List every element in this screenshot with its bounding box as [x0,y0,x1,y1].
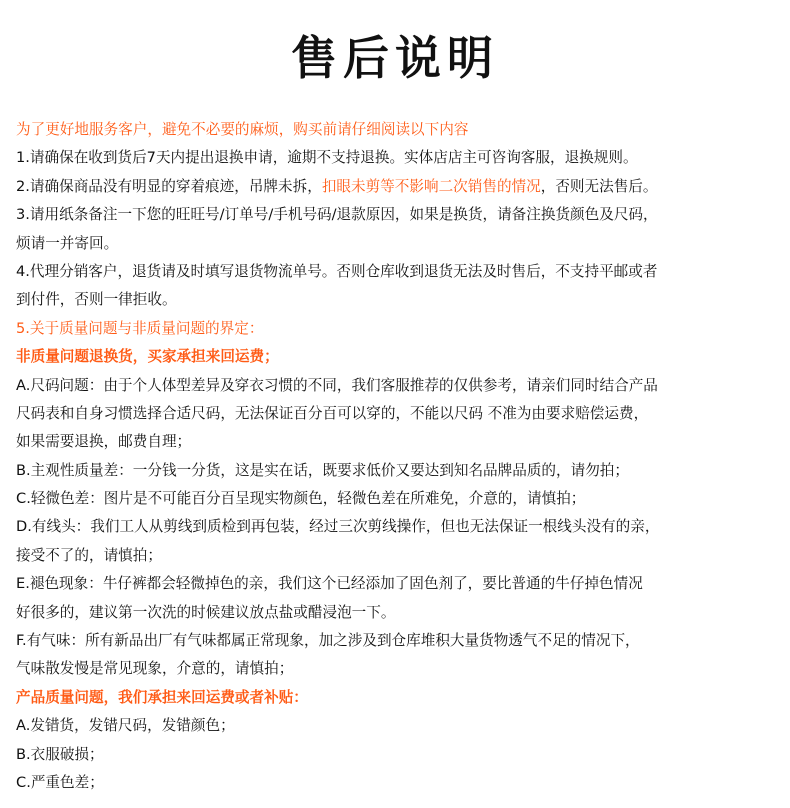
quality-item-a-segment: A.发错货，发错尺码，发错颜色； [16,717,235,735]
item-a-line-3 [16,428,782,456]
rule-2-line-1-segment: 扣眼未剪等不影响二次销售的情况 [321,177,541,195]
page-title: 售后说明 [291,31,499,85]
item-e-line-1 [16,570,782,598]
quality-item-a [16,712,782,740]
after-sales-notes [16,116,782,797]
item-f-line-2 [16,655,782,683]
rule-1-line-1-segment: 1.请确保在收到货后7天内提出退换申请，逾期不支持退换。实体店店主可咨询客服，退换规则。 [16,149,638,167]
non-quality-heading [16,343,782,371]
quality-item-c-segment: C.严重色差； [16,773,104,791]
item-c-line-1-segment: C.轻微色差：图片是不可能百分百呈现实物颜色，轻微色差在所难免，介意的，请慎拍； [16,490,586,508]
rule-4-line-2 [16,286,782,314]
rule-4-line-2-segment: 到付件，否则一律拒收。 [16,291,177,309]
rule-1-line-1 [16,144,782,172]
item-d-line-2 [16,542,782,570]
rule-2-line-1-segment: ，否则无法售后。 [540,177,658,195]
quality-heading-segment: 产品质量问题，我们承担来回运费或者补贴： [16,688,308,706]
item-d-line-1 [16,513,782,541]
item-e-line-2 [16,599,782,627]
intro-line-segment: 为了更好地服务客户，避免不必要的麻烦，购买前请仔细阅读以下内容 [16,121,469,138]
rule-3-line-2 [16,230,782,258]
item-e-line-1-segment: E.褪色现象：牛仔裤都会轻微掉色的亲，我们这个已经添加了固色剂了，要比普通的牛仔掉色情况 [16,575,643,593]
rule-3-line-2-segment: 烦请一并寄回。 [16,234,119,252]
rule-2-line-1-segment: 2.请确保商品没有明显的穿着痕迹，吊牌未拆， [16,177,322,195]
rule-5-heading-segment: 5.关于质量问题与非质量问题的界定： [16,319,264,337]
quality-item-c [16,769,782,797]
item-a-line-1-segment: A.尺码问题：由于个人体型差异及穿衣习惯的不同，我们客服推荐的仅供参考，请亲们同时结合产品 [16,376,658,394]
quality-item-b-segment: B.衣服破损； [16,745,104,763]
quality-item-b [16,741,782,769]
item-c-line-1 [16,485,782,513]
item-e-line-2-segment: 好很多的，建议第一次洗的时候建议放点盐或醋浸泡一下。 [16,603,396,621]
item-f-line-1-segment: F.有气味：所有新品出厂有气味都属正常现象，加之涉及到仓库堆积大量货物透气不足的情况下， [16,632,640,650]
intro-line [16,116,782,144]
item-a-line-1 [16,372,782,400]
item-d-line-1-segment: D.有线头：我们工人从剪线到质检到再包装，经过三次剪线操作，但也无法保证一根线头没有的亲， [16,518,660,536]
item-b-line-1-segment: B.主观性质量差：一分钱一分货，这是实在话，既要求低价又要达到知名品牌品质的，请勿拍； [16,461,629,479]
item-a-line-2 [16,400,782,428]
rule-4-line-1-segment: 4.代理分销客户，退货请及时填写退货物流单号。否则仓库收到退货无法及时售后，不支持平邮或者 [16,262,658,280]
item-a-line-2-segment: 尺码表和自身习惯选择合适尺码，无法保证百分百可以穿的，不能以尺码 不准为由要求赔偿运费， [16,404,649,422]
rule-5-heading [16,315,782,343]
rule-4-line-1 [16,258,782,286]
item-d-line-2-segment: 接受不了的，请慎拍； [16,546,162,564]
item-b-line-1 [16,457,782,485]
rule-3-line-1 [16,201,782,229]
quality-heading [16,684,782,712]
rule-2-line-1 [16,173,782,201]
non-quality-heading-segment: 非质量问题退换货，买家承担来回运费； [16,348,279,366]
rule-3-line-1-segment: 3.请用纸条备注一下您的旺旺号/订单号/手机号码/退款原因，如果是换货，请备注换货颜色及尺码， [16,206,658,224]
item-f-line-1 [16,627,782,655]
item-f-line-2-segment: 气味散发慢是常见现象，介意的，请慎拍； [16,660,294,678]
item-a-line-3-segment: 如果需要退换，邮费自理； [16,433,192,451]
